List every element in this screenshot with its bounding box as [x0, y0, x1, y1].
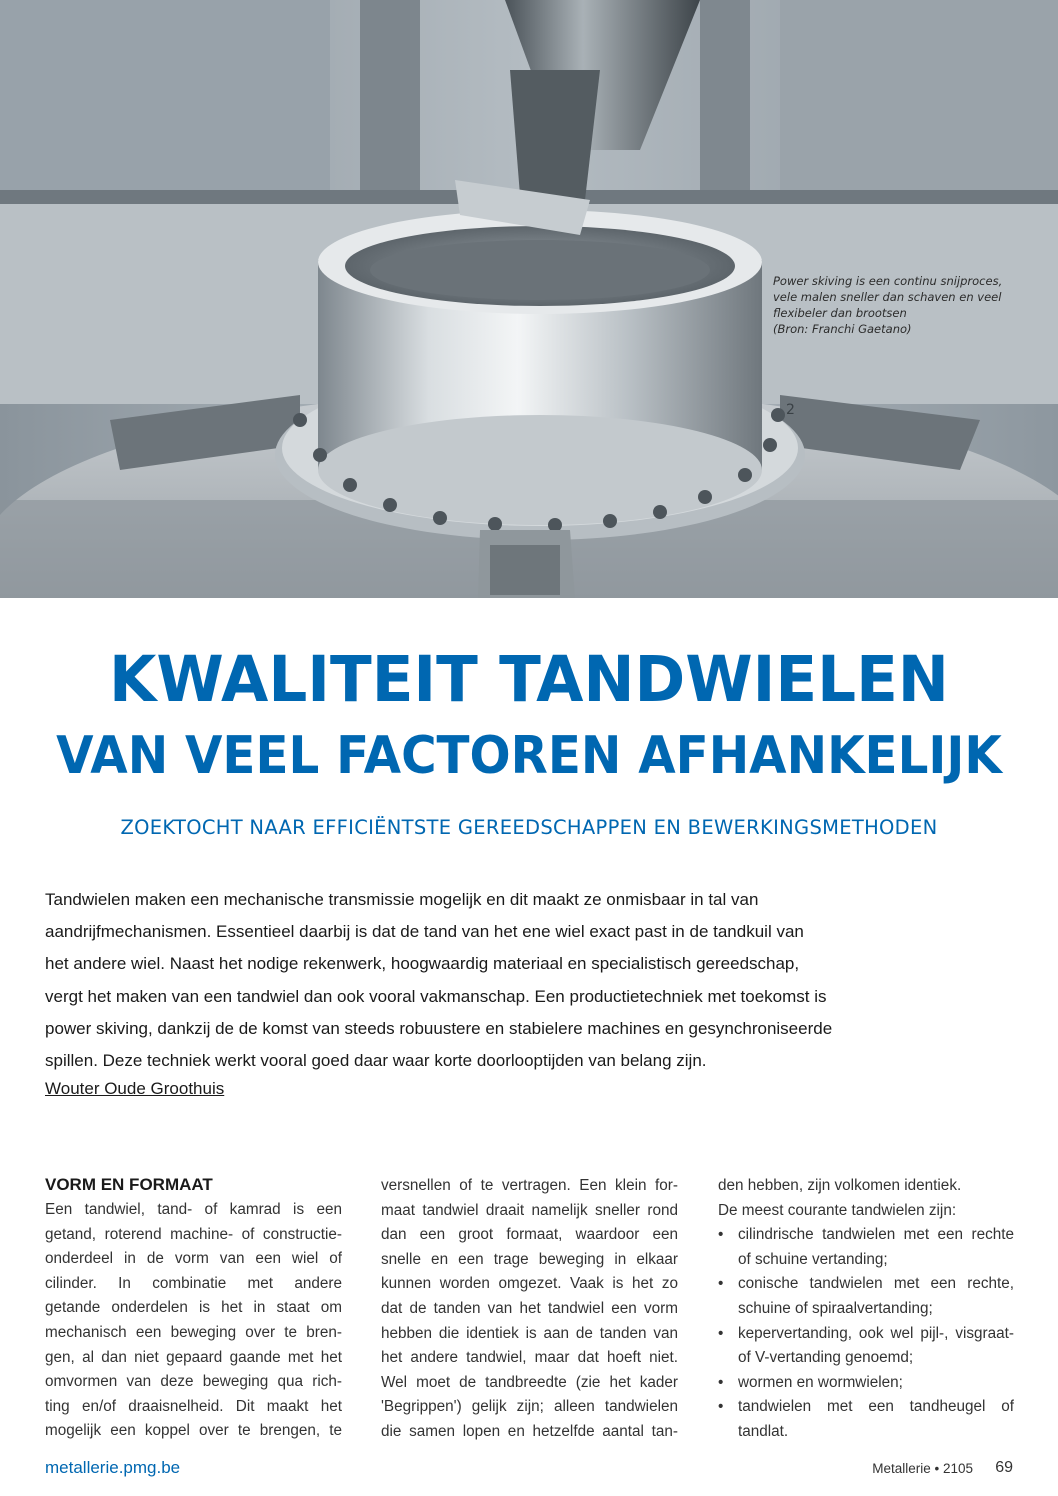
website-link[interactable]: metallerie.pmg.be [45, 1458, 181, 1477]
bullet-icon: • [718, 1324, 724, 1342]
caption-line: vele malen sneller dan schaven en veel [773, 290, 1002, 304]
bullet-item [718, 1272, 1014, 1321]
article-title: KWALITEIT TANDWIELEN [109, 643, 949, 716]
body-line: 'Begrippen') gelijk zijn; alleen tandwielen [381, 1398, 678, 1416]
article-subtitle: ZOEKTOCHT NAAR EFFICIËNTSTE GEREEDSCHAPPEN EN BEWERKINGSMETHODEN [120, 816, 938, 839]
body-column-2 [381, 1174, 678, 1445]
bullet-line: conische tandwielen met een rechte, [738, 1275, 1014, 1293]
body-line: cilinder. In combinatie met andere [45, 1274, 342, 1292]
body-line: ting en/of draaisnelheid. Dit maakt het [45, 1397, 342, 1415]
body-line: den hebben, zijn volkomen identiek. [718, 1177, 962, 1194]
body-line: versnellen of te vertragen. Een klein for- [381, 1177, 678, 1194]
bullet-line: of schuine vertanding; [738, 1250, 888, 1268]
intro-line: aandrijfmechanismen. Essentieel daarbij is dat de tand van het ene wiel exact past in de tandkuil van [45, 922, 804, 942]
body-line: mogelijk een koppel over te brengen, te [45, 1422, 342, 1440]
body-line: het andere tandwiel, maar dat hoeft niet. [381, 1349, 678, 1367]
bullet-line: of V-vertanding genoemd; [738, 1349, 914, 1367]
body-column-3 [718, 1174, 1014, 1445]
body-column-1 [45, 1172, 342, 1444]
section-heading: VORM EN FORMAAT [45, 1175, 213, 1194]
intro-line: vergt het maken van een tandwiel dan ook vooral vakmanschap. Een productietechniek met toekomst is [45, 986, 827, 1006]
intro-line: spillen. Deze techniek werkt vooral goed daar waar korte doorlooptijden van belang zijn. [45, 1051, 707, 1071]
intro-line: Tandwielen maken een mechanische transmissie mogelijk en dit maakt ze onmisbaar in tal van [45, 890, 759, 909]
bullet-line: kepervertanding, ook wel pijl-, visgraat- [738, 1324, 1014, 1342]
body-line: dan een groot formaat, waardoor een [381, 1226, 678, 1244]
body-line: dat de tanden van het tandwiel een vorm [381, 1299, 678, 1317]
body-line: mechanisch een beweging over te bren- [45, 1323, 342, 1341]
bullet-line: tandwielen met een tandheugel of [738, 1398, 1014, 1416]
body-line: kunnen worden omgezet. Vaak is het zo [381, 1275, 678, 1293]
bullet-item [718, 1223, 1014, 1272]
body-line: Een tandwiel, tand- of kamrad is een [45, 1201, 342, 1218]
intro-line: power skiving, dankzij de de komst van steeds robuustere en stabielere machines en gesynchroniseerde [45, 1018, 833, 1038]
magazine-issue: Metallerie • 2105 [872, 1461, 973, 1476]
bullet-line: cilindrische tandwielen met een rechte [738, 1226, 1014, 1244]
author-byline: Wouter Oude Groothuis [45, 1079, 225, 1098]
body-line: getand, roterend machine- of constructie- [45, 1225, 342, 1243]
bullet-item [718, 1322, 1014, 1371]
bullet-icon: • [718, 1398, 724, 1416]
body-line: gen, al dan niet gepaard gaande met het [45, 1348, 342, 1366]
body-line: hebben die identiek is aan de tanden van [381, 1324, 678, 1342]
bullet-line: schuine of spiraalvertanding; [738, 1299, 933, 1317]
article-title-line2: VAN VEEL FACTOREN AFHANKELIJK [56, 726, 1002, 786]
bullet-icon: • [718, 1226, 724, 1244]
hero-photo [0, 0, 1058, 598]
body-line: maat tandwiel draait namelijk sneller rond [381, 1201, 678, 1219]
bullet-line: wormen en wormwielen; [738, 1373, 903, 1391]
body-line: De meest courante tandwielen zijn: [718, 1201, 957, 1219]
body-line: Wel moet de tandbreedte (zie het kader [381, 1373, 678, 1391]
intro-line: het andere wiel. Naast het nodige rekenwerk, hoogwaardig materiaal en specialistisch gereedschap, [45, 954, 800, 974]
bullet-icon: • [718, 1373, 724, 1391]
body-line: getande onderdelen is het in staat om [45, 1299, 342, 1317]
caption-line: Power skiving is een continu snijproces, [773, 274, 1003, 288]
photo-caption [773, 273, 1033, 337]
body-line: omvormen van deze beweging qua rich- [45, 1373, 342, 1391]
bullet-item [718, 1395, 1014, 1444]
jaw-number: 2 [786, 402, 795, 418]
body-line: snelle en een trage beweging in elkaar [381, 1250, 678, 1268]
page-number: 69 [995, 1459, 1013, 1476]
intro-paragraph [45, 884, 835, 1077]
caption-line: (Bron: Franchi Gaetano) [773, 322, 912, 336]
bullet-line: tandlat. [738, 1422, 789, 1440]
bullet-item [718, 1371, 1014, 1396]
caption-line: flexibeler dan brootsen [773, 306, 907, 320]
body-line: die samen lopen en hetzelfde aantal tan- [381, 1422, 678, 1440]
bullet-icon: • [718, 1275, 724, 1293]
body-line: onderdeel in de vorm van een wiel of [45, 1250, 342, 1268]
